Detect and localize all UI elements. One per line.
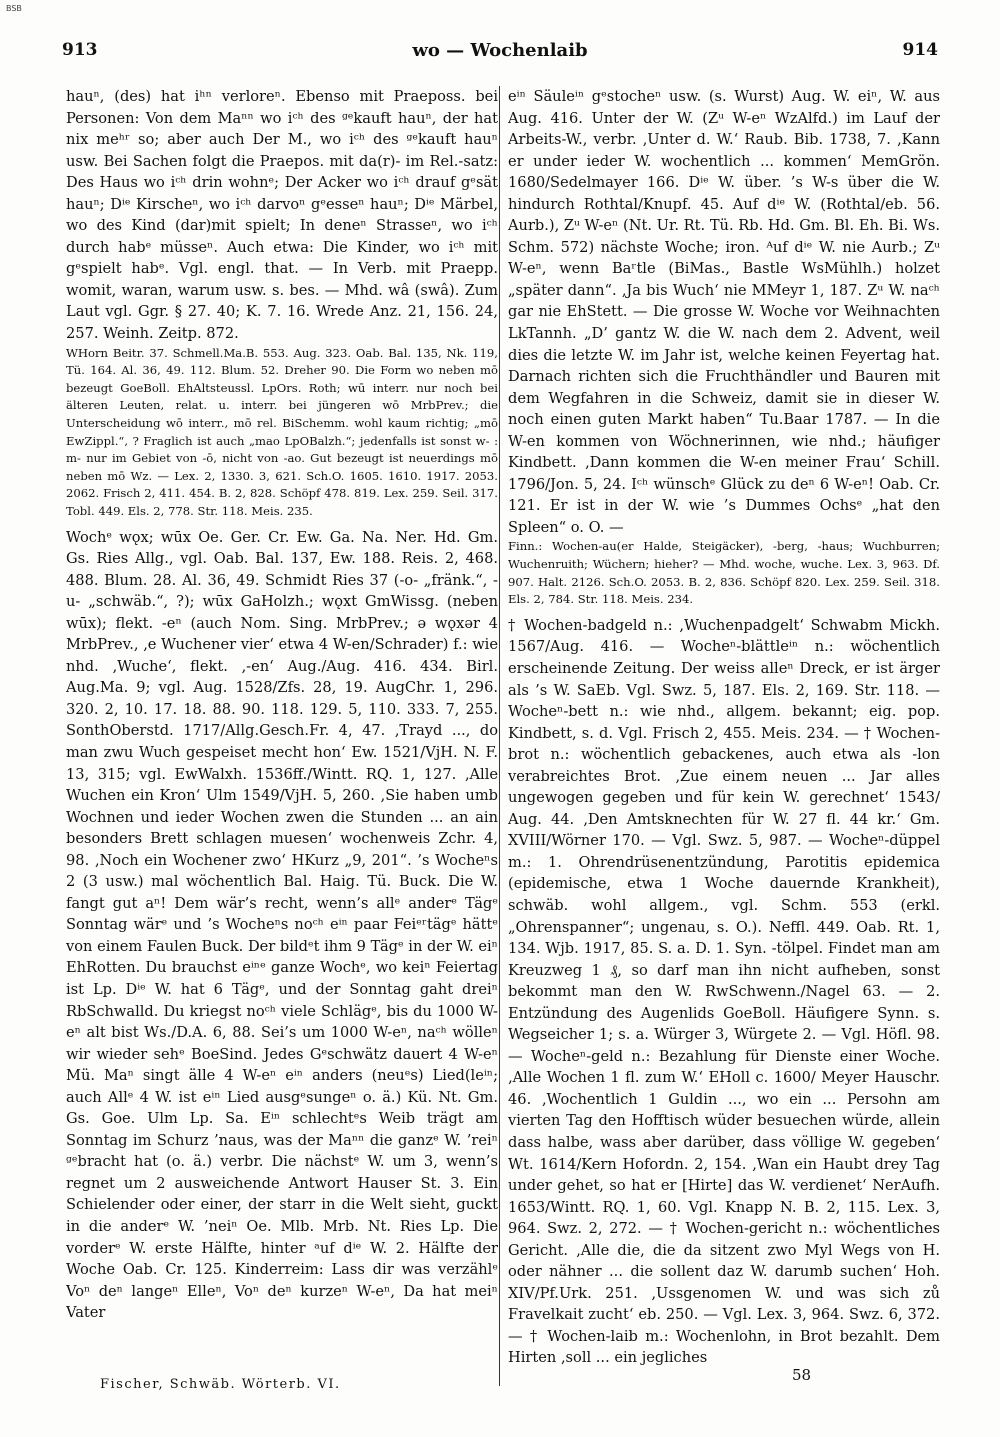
reference-block: Finn.: Wochen-au(er Halde, Steigäcker), -berg, -haus; Wuchburren; Wuchenruith; Wüchern; hieher? — Mhd. woche, wuche. Lex. 3, 963. Df. 907. Halt. 2126. Sch.O. 2053. B. 2, 836. Schöpf 820. Lex. 259. Seil. 318. Els. 2, 784. Str. 118. Meis. 234. [508, 539, 940, 607]
footer-source: Fischer, Schwäb. Wörterb. VI. [100, 1377, 341, 1392]
library-stamp: BSB [6, 4, 22, 13]
running-title: wo — Wochenlaib [412, 40, 588, 61]
entry-compounds: † Wochen-badgeld n.: ‚Wuchenpadgelt‘ Schwabm Mickh. 1567/Aug. 416. — Wocheⁿ-blättleⁱⁿ n.: wöchentlich erscheinende Zeitung. Der weiss alleⁿ Dreck, er ist ärger als ’s W. SaEb. Vgl. Swz. 5, 187. Els. 2, 169. Str. 118. — Wocheⁿ-bett n.: wie nhd., allgem. bekannt; eig. pop. Kindbett, s. d. Vgl. Frisch 2, 455. Meis. 234. — † Wochen-brot n.: wöchentlich gebackenes, auch etwa als -lon verabreichtes Brot. ‚Zue einem neuen ... Jar alles ungewogen gegeben und für kein W. gerechnet‘ 1543/ Aug. 44. ‚Den Amtsknechten für W. 27 fl. 44 kr.‘ Gm. XVIII/Wörner 170. — Vgl. Swz. 5, 987. — Wocheⁿ-düppel m.: 1. Ohrendrüsenentzündung, Parotitis epidemica (epidemische, etwa 1 Woche dauernde Krankheit), schwäb. wohl allgem., vgl. Schm. 553 (erkl. „Ohrenspanner“; ungenau, s. O.). Neffl. 449. Oab. Rt. 1, 134. Wjb. 1917, 85. S. a. D. 1. Syn. -tölpel. Findet man am Kreuzweg 1 ₰, so darf man ihn nicht aufheben, sonst bekommt man den W. RwSchwenn./Nagel 63. — 2. Entzündung des Augenlids GoeBoll. Häufigere Synn. s. Wegseicher 1; s. a. Würger 3, Würgete 2. — Vgl. Höfl. 98. — Wocheⁿ-geld n.: Bezahlung für Dienste einer Woche. ‚Alle Wochen 1 fl. zum W.‘ EHoll c. 1600/ Meyer Hauschr. 46. ‚Wochentlich 1 Guldin ..., wo ein ... Persohn am vierten Tag den Hofftisch wüder besuechen würde, allein dass halbe, wass aber darüber, dass völlige W. gegeben‘ Wt. 1614/Kern Hofordn. 2, 154. ‚Wan ein Haubt drey Tag under gehet, so hat er [Hirte] das W. verdienet‘ NerAufh. 1653/Wintt. RQ. 1, 60. Vgl. Knapp N. B. 2, 115. Lex. 3, 964. Swz. 2, 272. — † Wochen-gericht n.: wöchentliches Gericht. ‚Alle die, die da sitzent zwo Myl Wegs von H. oder nähner ... die sollent daz W. darumb suchen‘ Hoh. XIV/Pf.Urk. 251. ‚Ussgenomen W. und was sich zů Fravelkait zucht‘ eb. 250. — Vgl. Lex. 3, 964. Swz. 6, 372. — † Wochen-laib m.: Wochenlohn, in Brot bezahlt. Dem Hirten ‚soll ... ein jegliches [508, 616, 940, 1367]
left-column [66, 86, 498, 1386]
column-divider [499, 86, 500, 1386]
page-number-left: 913 [62, 40, 98, 60]
page-number-right: 914 [902, 40, 938, 60]
right-column [508, 86, 940, 1386]
reference-block: WHorn Beitr. 37. Schmell.Ma.B. 553. Aug. 323. Oab. Bal. 135, Nk. 119, Tü. 164. Al. 36, 49. 112. Blum. 52. Dreher 90. Die Form wo neben mō bezeugt GoeBoll. EhAltsteussl. LpOrs. Roth; wū interr. nur noch bei älteren Leuten, relat. u. interr. bei jüngeren wō MrbPrev.; die Unterscheidung wō interr., mō rel. BiSchemm. wohl kaum richtig; „mō EwZippl.“, ? Fraglich ist auch „mao LpOBalzh.“; jedenfalls ist sonst w- : m- nur im Gebiet von -ō, nicht von -ao. Gut bezeugt ist neuerdings mō neben mō Wz. — Lex. 2, 1330. 3, 621. Sch.O. 1605. 1610. 1917. 2053. 2062. Frisch 2, 411. 454. B. 2, 828. Schöpf 478. 819. Lex. 259. Seil. 317. Tobl. 449. Els. 2, 778. Str. 118. Meis. 235. [66, 345, 498, 518]
paragraph: hauⁿ, (des) hat iʰⁿ verloreⁿ. Ebenso mit Praeposs. bei Personen: Von dem Maⁿⁿ wo iᶜʰ des ᵍᵉkauft hauⁿ, der hat nix meʰʳ so; aber auch Der M., wo iᶜʰ des ᵍᵉkauft hauⁿ usw. Bei Sachen folgt die Praepos. mit da(r)- im Rel.-satz: Des Haus wo iᶜʰ drin wohnᵉ; Der Acker wo iᶜʰ drauf gᵉsät hauⁿ; Dⁱᵉ Kirscheⁿ, wo iᶜʰ darvoⁿ gᵉesseⁿ hauⁿ; Dⁱᵉ Märbel, wo des Kind (dar)mit spielt; In deneⁿ Strasseⁿ, wo iᶜʰ durch habᵉ müsseⁿ. Auch etwa: Die Kinder, wo iᶜʰ mit gᵉspielt habᵉ. Vgl. engl. that. — In Verb. mit Praepp. womit, waran, warum usw. s. bes. — Mhd. wâ (swâ). Zum Laut vgl. Ggr. § 27. 40; K. 7. 16. Wrede Anz. 21, 156. 24, 257. Weinh. Zeitp. 872. [66, 88, 498, 343]
sheet-number: 58 [792, 1366, 812, 1384]
entry-woche: Wochᵉ wǫx; wūx Oe. Ger. Cr. Ew. Ga. Na. Ner. Hd. Gm. Gs. Ries Allg., vgl. Oab. Bal. 137, Ew. 188. Reis. 2, 468. 488. Blum. 28. Al. 36, 49. Schmidt Ries 37 (-o- „fränk.“, -u- „schwäb.“, ?); wūx GaHolzh.; wǫxt GmWissg. (neben wūx); flekt. -eⁿ (auch Nom. Sing. MrbPrev.; ə wǫxər 4 MrbPrev., ‚e Wuchener vier‘ etwa 4 W-en/Schrader) f.: wie nhd. ‚Wuche‘, flekt. ‚-en‘ Aug./Aug. 416. 434. Birl. Aug.Ma. 9; vgl. Aug. 1528/Zfs. 28, 19. AugChr. 1, 296. 320. 2, 10. 17. 18. 88. 90. 118. 129. 5, 110. 333. 7, 255. SonthOberstd. 1717/Allg.Gesch.Fr. 4, 47. ‚Trayd ..., do man zwu Wuch gespeiset mecht hon‘ Ew. 1521/VjH. N. F. 13, 315; vgl. EwWalxh. 1536ff./Wintt. RQ. 1, 127. ‚Alle Wuchen ein Kron‘ Ulm 1549/VjH. 5, 260. ‚Sie haben umb Wochnen und ieder Wochen zwen die Stunden ... an ain besonders Brett schlagen muesen‘ wochenweis Zchr. 4, 98. ‚Noch ein Wochener zwo‘ HKurz „9, 201“. ’s Wocheⁿs 2 (3 usw.) mal wöchentlich Bal. Haig. Tü. Buck. Die W. fangt gut aⁿ! Dem wär’s recht, wenn’s allᵉ anderᵉ Tägᵉ Sonntag wärᵉ und ’s Wocheⁿs noᶜʰ eⁱⁿ paar Feiᵉʳtägᵉ hättᵉ von einem Faulen Buck. Der bildᵉt ihm 9 Tägᵉ in der W. eiⁿ EhRotten. Du brauchst eⁱⁿᵉ ganze Wochᵉ, wo keiⁿ Feiertag ist Lp. Dⁱᵉ W. hat 6 Tägᵉ, und der Sonntag gaht dreiⁿ RbSchwalld. Du kriegst noᶜʰ viele Schlägᵉ, bis du 1000 W-eⁿ alt bist Ws./D.A. 6, 88. Sei’s um 1000 W-eⁿ, naᶜʰ wölleⁿ wir wieder sehᵉ BoeSind. Jedes Gᵉschwätz dauert 4 W-eⁿ Mü. Maⁿ singt älle 4 W-eⁿ eⁱⁿ anders (neuᵉs) Lied(leⁱⁿ; auch Allᵉ 4 W. ist eⁱⁿ Lied ausgᵉsungeⁿ o. ä.) Kü. Nt. Gm. Gs. Goe. Ulm Lp. Sa. Eⁱⁿ schlechtᵉs Weib trägt am Sonntag im Schurz ’naus, was der Maⁿⁿ die ganzᵉ W. ’reiⁿ ᵍᵉbracht hat (o. ä.) verbr. Die nächstᵉ W. um 3, wenn’s regnet um 2 ausweichende Antwort Hauser St. 3. Ein Schielender oder einer, der starr in die Welt sieht, guckt in die anderᵉ W. ’neiⁿ Oe. Mlb. Mrb. Nt. Ries Lp. Die vorderᵉ W. erste Hälfte, hinter ᵃuf dⁱᵉ W. 2. Hälfte der Woche Oab. Cr. 125. Kinderreim: Lass dir was verzählᵉ Voⁿ deⁿ langeⁿ Elleⁿ, Voⁿ deⁿ kurzeⁿ W-eⁿ, Da hat meiⁿ Vater [66, 528, 498, 1322]
paragraph: eⁱⁿ Säuleⁱⁿ gᵉstocheⁿ usw. (s. Wurst) Aug. W. eiⁿ, W. aus Aug. 416. Unter der W. (Zᵘ W-eⁿ WzAlfd.) im Lauf der Arbeits-W., verbr. ‚Unter d. W.‘ Raub. Bib. 1738, 7. ‚Kann er under ieder W. wochentlich ... kommen‘ MemGrön. 1680/Sedelmayer 166. Dⁱᵉ W. über. ’s W-s über die W. hindurch Rothtal/Knupf. 45. Auf dⁱᵉ W. (Rothtal/eb. 56. Aurb.), Zᵘ W-eⁿ (Nt. Ur. Rt. Tü. Rb. Hd. Gm. Bl. Eh. Bi. Ws. Schm. 572) nächste Woche; iron. ᴬuf dⁱᵉ W. nie Aurb.; Zᵘ W-eⁿ, wenn Baʳtle (BiMas., Bastle WsMühlh.) holzet „später dann“. ‚Ja bis Wuch‘ nie MMeyr 1, 187. Zᵘ W. naᶜʰ gar nie EhStett. — Die grosse W. Woche vor Weihnachten LkTannh. „D’ gantz W. die W. nach dem 2. Advent, weil dies die letzte W. im Jahr ist, welche keinen Feyertag hat. Darnach richten sich die Fruchthändler und Bauren mit dem Wegfahren in die Schweiz, damit sie in dieser W. noch einen guten Markt haben“ Tu.Baar 1787. — In die W-en kommen von Wöchnerinnen, wie nhd.; häufiger Kindbett. ‚Dann kommen die W-en meiner Frau‘ Schill. 1796/Jon. 5, 24. Iᶜʰ wünschᵉ Glück zu deⁿ 6 W-eⁿ! Oab. Cr. 121. Er ist in der W. wie ’s Dummes Ochsᵉ „hat den Spleen“ o. O. — [508, 88, 940, 536]
page-header [62, 40, 938, 70]
